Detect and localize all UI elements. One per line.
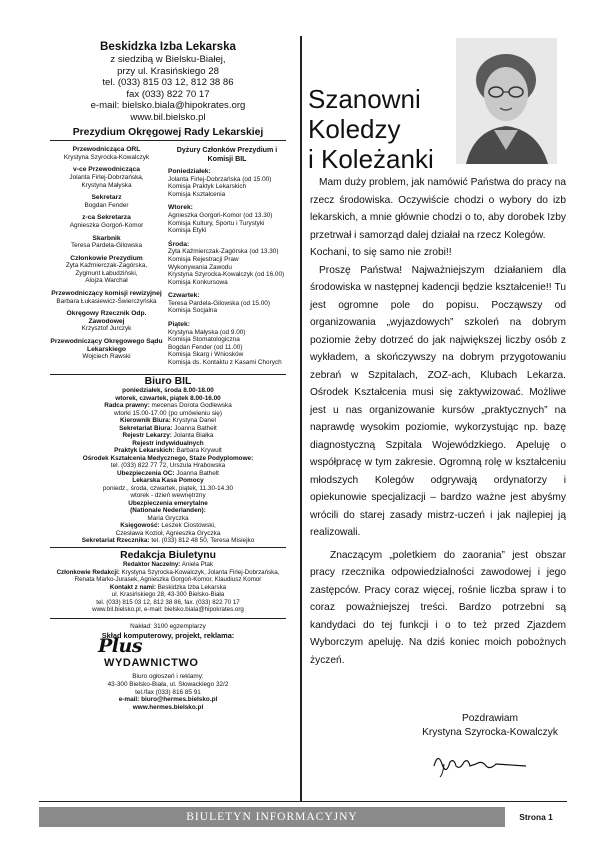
biuro-line: Sekretariat Rzecznika: tel. (033) 812 48 50, Teresa Misiejko — [81, 537, 255, 545]
biuro-line: Kierownik Biura: Krystyna Danel — [120, 417, 216, 425]
member-name: Krzysztof Jurczyk — [81, 325, 132, 333]
closing-greeting: Pozdrawiam — [461, 713, 519, 724]
biuro-line: Księgowość: Leszek Ciostowski, — [120, 522, 216, 530]
presidium-columns — [50, 146, 286, 372]
biuro-line: tel. (033) 822 77 72, Urszula Hrabowska — [110, 462, 226, 470]
biuro-line: wtorek - dzień wewnętrzny — [130, 492, 206, 500]
presidium-members — [50, 146, 163, 372]
member-block — [50, 194, 163, 209]
member-role: Przewodniczący Okręgowego Sądu Lekarskiego — [50, 338, 163, 353]
biuro-line: wtorki 15.00-17.00 (po umówieniu się) — [114, 409, 222, 417]
member-block — [50, 290, 163, 305]
duty-line: Bogdan Fender (od 11.00) — [168, 343, 243, 351]
duty-line: Krystyna Małyska (od 9.00) — [168, 328, 246, 336]
org-address-line: z siedzibą w Bielsku-Białej, — [110, 54, 226, 65]
letter-paragraph: Znaczącym „poletkiem do zaorania” jest obszar pracy rzecznika odpowiedzialności zawodowej i jego zastępców. Pracy coraz więcej, rośnie liczba spraw i to coraz poważniejszej treści. Bardzo potrzebni są kandydaci do tej funkcji i o to też przed Zjazdem Wyborczym apeluję. Na dziś koniec moich pobożnych życzeń. — [310, 549, 566, 666]
duty-line: Komisja ds. Kontaktu z Kasami Chorych — [168, 359, 282, 367]
redakcja-info — [50, 561, 286, 614]
greeting-line: Szanowni — [308, 84, 421, 114]
member-role: v-ce Przewodnicząca — [73, 166, 140, 174]
publisher-contact — [50, 673, 286, 712]
duty-day — [168, 241, 286, 287]
vertical-divider — [300, 36, 302, 801]
redakcja-line: Renata Marko-Jurasek, Agnieszka Gorgoń-Komor, Klaudiusz Komor — [74, 576, 262, 584]
duty-day — [168, 204, 286, 234]
page-number: Strona 1 — [505, 807, 567, 827]
presidium-title: Prezydium Okręgowej Rady Lekarskiej — [50, 127, 286, 142]
duty-day-label: Piątek: — [168, 321, 190, 329]
duty-day — [168, 321, 286, 367]
biuro-line: Maria Gryczka — [147, 514, 189, 522]
publisher-email[interactable]: e-mail: biuro@hermes.bielsko.pl — [118, 696, 218, 704]
publisher-line: Biuro ogłoszeń i reklamy: — [132, 673, 204, 680]
member-role: Okręgowy Rzecznik Odp. Zawodowej — [66, 310, 147, 325]
duty-line: Komisja Skarg i Wniosków — [168, 351, 244, 359]
biuro-info — [50, 387, 286, 545]
biuro-line: (Nationale Nederlanden): — [130, 507, 206, 515]
duty-day-label: Czwartek: — [168, 292, 200, 300]
member-name: Krystyna Szyrocka-Kowalczyk — [63, 153, 150, 161]
biuro-line: wtorek, czwartek, piątek 8.00-16.00 — [115, 394, 221, 402]
biuro-line: Ubezpieczenia OC: Joanna Bathelt — [117, 469, 219, 477]
member-name: Bogdan Fender — [84, 201, 129, 209]
member-name: Jolanta Firlej-Dobrzańska, — [69, 173, 144, 181]
publisher-line: 43-300 Bielsko-Biała, ul. Słowackiego 32/2 — [107, 680, 229, 688]
member-role: Przewodniczący komisji rewizyjnej — [51, 290, 162, 298]
redakcja-line: Kontakt z nami: Beskidzka Izba Lekarska — [109, 583, 227, 591]
publisher-line: tel./fax (033) 816 85 91 — [135, 688, 201, 696]
member-role: z-ca Sekretarza — [82, 214, 131, 222]
member-block — [50, 255, 163, 285]
biuro-line: Radca prawny: mecenas Dorota Godlewska — [104, 402, 232, 410]
signatory-name: Krystyna Szyrocka-Kowalczyk — [422, 727, 558, 738]
signature-image — [430, 744, 530, 778]
biuro-line: Czesława Kozioł, Agnieszka Gryczka — [115, 529, 221, 537]
duty-line: Komisja Praktyk Lekarskich — [168, 183, 247, 191]
member-name: Teresa Pardela-Gilowska — [70, 242, 143, 250]
author-photo — [456, 38, 557, 164]
org-fax: fax (033) 822 70 17 — [126, 88, 210, 100]
biuro-line: poniedziałek, środa 8.00-18.00 — [122, 387, 214, 395]
bottom-rule — [39, 801, 567, 802]
member-role: Sekretarz — [91, 194, 122, 202]
member-block — [50, 338, 163, 361]
duty-line: Zyta Kaźmierczak-Zagórska (od 13.30) — [168, 248, 279, 256]
duty-line: Komisja Stomatologiczna — [168, 336, 240, 344]
org-phone: tel. (033) 815 03 12, 812 38 86 — [102, 77, 234, 89]
logo-wydawnictwo-text: WYDAWNICTWO — [104, 657, 199, 669]
duty-line: Komisja Kultury, Sportu i Turystyki — [168, 219, 265, 227]
biuro-line: Lekarska Kasa Pomocy — [132, 477, 204, 485]
member-block — [50, 214, 163, 229]
member-name: Zygmunt Łabudziński, — [75, 269, 138, 277]
duty-day — [168, 292, 286, 315]
biuro-line: Praktyk Lekarskich: Barbara Krywult — [114, 447, 222, 455]
member-name: Krystyna Małyska — [81, 181, 132, 189]
redakcja-line[interactable]: www.bil.bielsko.pl, e-mail: bielsko.biala@hipokrates.org — [92, 606, 244, 614]
member-name: Agnieszka Gorgoń-Komor — [69, 221, 144, 229]
duty-line: Wykonywania Zawodu — [168, 263, 232, 271]
member-block — [50, 235, 163, 250]
duty-line: Komisja Konkursowa — [168, 278, 228, 286]
greeting-line: Koledzy — [308, 114, 401, 144]
redakcja-line: Redaktor Naczelny: Aniela Ptak — [122, 561, 214, 569]
member-block — [50, 146, 163, 161]
biuro-line: Rejestr Lekarzy: Jolanta Białka — [122, 432, 214, 440]
typesetting-credit: Skład komputerowy, projekt, reklama: — [101, 631, 235, 641]
letter-greeting — [308, 84, 434, 174]
duty-line: Agnieszka Gorgoń-Komor (od 13.30) — [168, 211, 273, 219]
duty-day-label: Wtorek: — [168, 204, 193, 212]
duty-day — [168, 168, 286, 198]
org-email[interactable]: e-mail: bielsko.biala@hipokrates.org — [90, 100, 246, 112]
redakcja-line: ul. Krasińskiego 28, 43-300 Bielsko-Biała — [111, 591, 225, 599]
biuro-line: Ubezpieczenia emerytalne — [128, 499, 208, 507]
org-website[interactable]: www.bil.bielsko.pl — [130, 111, 206, 123]
duty-line: Jolanta Firlej-Dobrzańska (od 15.00) — [168, 175, 272, 183]
redakcja-title: Redakcja Biuletynu — [50, 547, 286, 562]
duty-schedule — [168, 146, 286, 372]
biuro-title: Biuro BIL — [50, 374, 286, 388]
letter-paragraph: Kochani, to się samo nie zrobi!! — [310, 247, 452, 258]
biuro-line: Sekretariat Biura: Joanna Bathelt — [119, 424, 217, 432]
left-column — [50, 40, 286, 712]
member-role: Członkowie Prezydium — [70, 254, 143, 262]
member-name: Barbara Łukasiewicz-Świerczyńska — [56, 297, 157, 305]
letter-paragraph: Proszę Państwa! Najważniejszym działaniem dla środowiska w następnej kadencji będzie kształcenie!! Tu jest ogromne pole do popisu. Począwszy od organizowania „wyjazdowych” szkoleń na dobrym poziomie żeby dotrzeć do jak największej liczby osób z wykładem, a skończywszy na dobrym przygotowaniu zebrań w Szpitalach, ZOZ-ach, Klubach Lekarza. Ośrodek Kształcenia musi się zaktywizować. Możliwe jest u nas organizowanie kursów „praktycznych” na naprawdę wysokim poziomie, wykorzystując np. bazę diagnostyczną Szpitala Wojewódzkiego. Apeluję o współpracę w tym zakresie. Ogromną rolę w kształceniu młodszych Kolegów odgrywają ordynatorzy i opiekunowie specjalizacji – bardzo ważne jest abyśmy wrócili do starej zasady mistrz-uczeń i jak najlepiej ją realizowali. — [310, 264, 566, 538]
publisher-website[interactable]: www.hermes.bielsko.pl — [132, 704, 204, 712]
duty-title: Dyżury Członków Prezydium i Komisji BIL — [176, 146, 278, 163]
member-block — [50, 166, 163, 189]
duty-line: Komisja Socjalna — [168, 307, 218, 315]
biuro-line: poniedz., środa, czwartek, piątek, 11.30-14.30 — [102, 484, 234, 492]
letter-body — [310, 174, 566, 669]
letter-paragraph: Mam duży problem, jak namówić Państwa do pracy na rzecz środowiska. Oczywiście chodzi o wybory do izb lekarskich, a mnie głównie chodzi o to, aby dorobek Izby przetrwał i samorząd dalej działał na rzecz Kolegów. — [310, 177, 566, 241]
member-block — [50, 310, 163, 333]
portrait-image — [456, 38, 557, 164]
org-address-line: przy ul. Krasińskiego 28 — [117, 65, 219, 77]
biuro-line: Ośrodek Kształcenia Medycznego, Staże Podyplomowe: — [82, 454, 254, 462]
member-name: Alojza Warchał — [85, 277, 128, 285]
member-name: Wojciech Rawski — [82, 353, 131, 361]
logo-plus-text: Plus — [98, 635, 143, 657]
redakcja-line: Członkowie Redakcji: Krystyna Szyrocka-Kowalczyk, Jolanta Firlej-Dobrzańska, — [56, 568, 280, 576]
member-role: Skarbnik — [92, 234, 121, 242]
org-name: Beskidzka Izba Lekarska — [100, 40, 236, 53]
duty-line: Komisja Etyki — [168, 227, 207, 235]
divider — [50, 618, 286, 619]
redakcja-line: tel. (033) 815 03 12, 812 38 86, fax. (033) 822 70 17 — [96, 598, 240, 606]
member-name: Zyta Kaźmierczak-Zagórska, — [65, 262, 148, 270]
letter-closing — [410, 712, 570, 740]
duty-line: Komisja Kształcenia — [168, 190, 226, 198]
duty-line: Teresa Pardela-Gilowska (od 15.00) — [168, 299, 270, 307]
print-run: Nakład: 3100 egzemplarzy — [130, 622, 206, 630]
duty-line: Komisja Rejestracji Praw — [168, 255, 239, 263]
duty-line: Krystyna Szyrocka-Kowalczyk (od 16.00) — [168, 271, 285, 279]
duty-day-label: Środa: — [168, 240, 190, 248]
member-role: Przewodnicząca ORL — [72, 146, 141, 154]
greeting-line: i Koleżanki — [308, 144, 434, 174]
footer-bar: BIULETYN INFORMACYJNY — [39, 807, 505, 827]
biuro-line: Rejestr indywidualnych — [132, 439, 204, 447]
duty-day-label: Poniedziałek: — [168, 167, 211, 175]
